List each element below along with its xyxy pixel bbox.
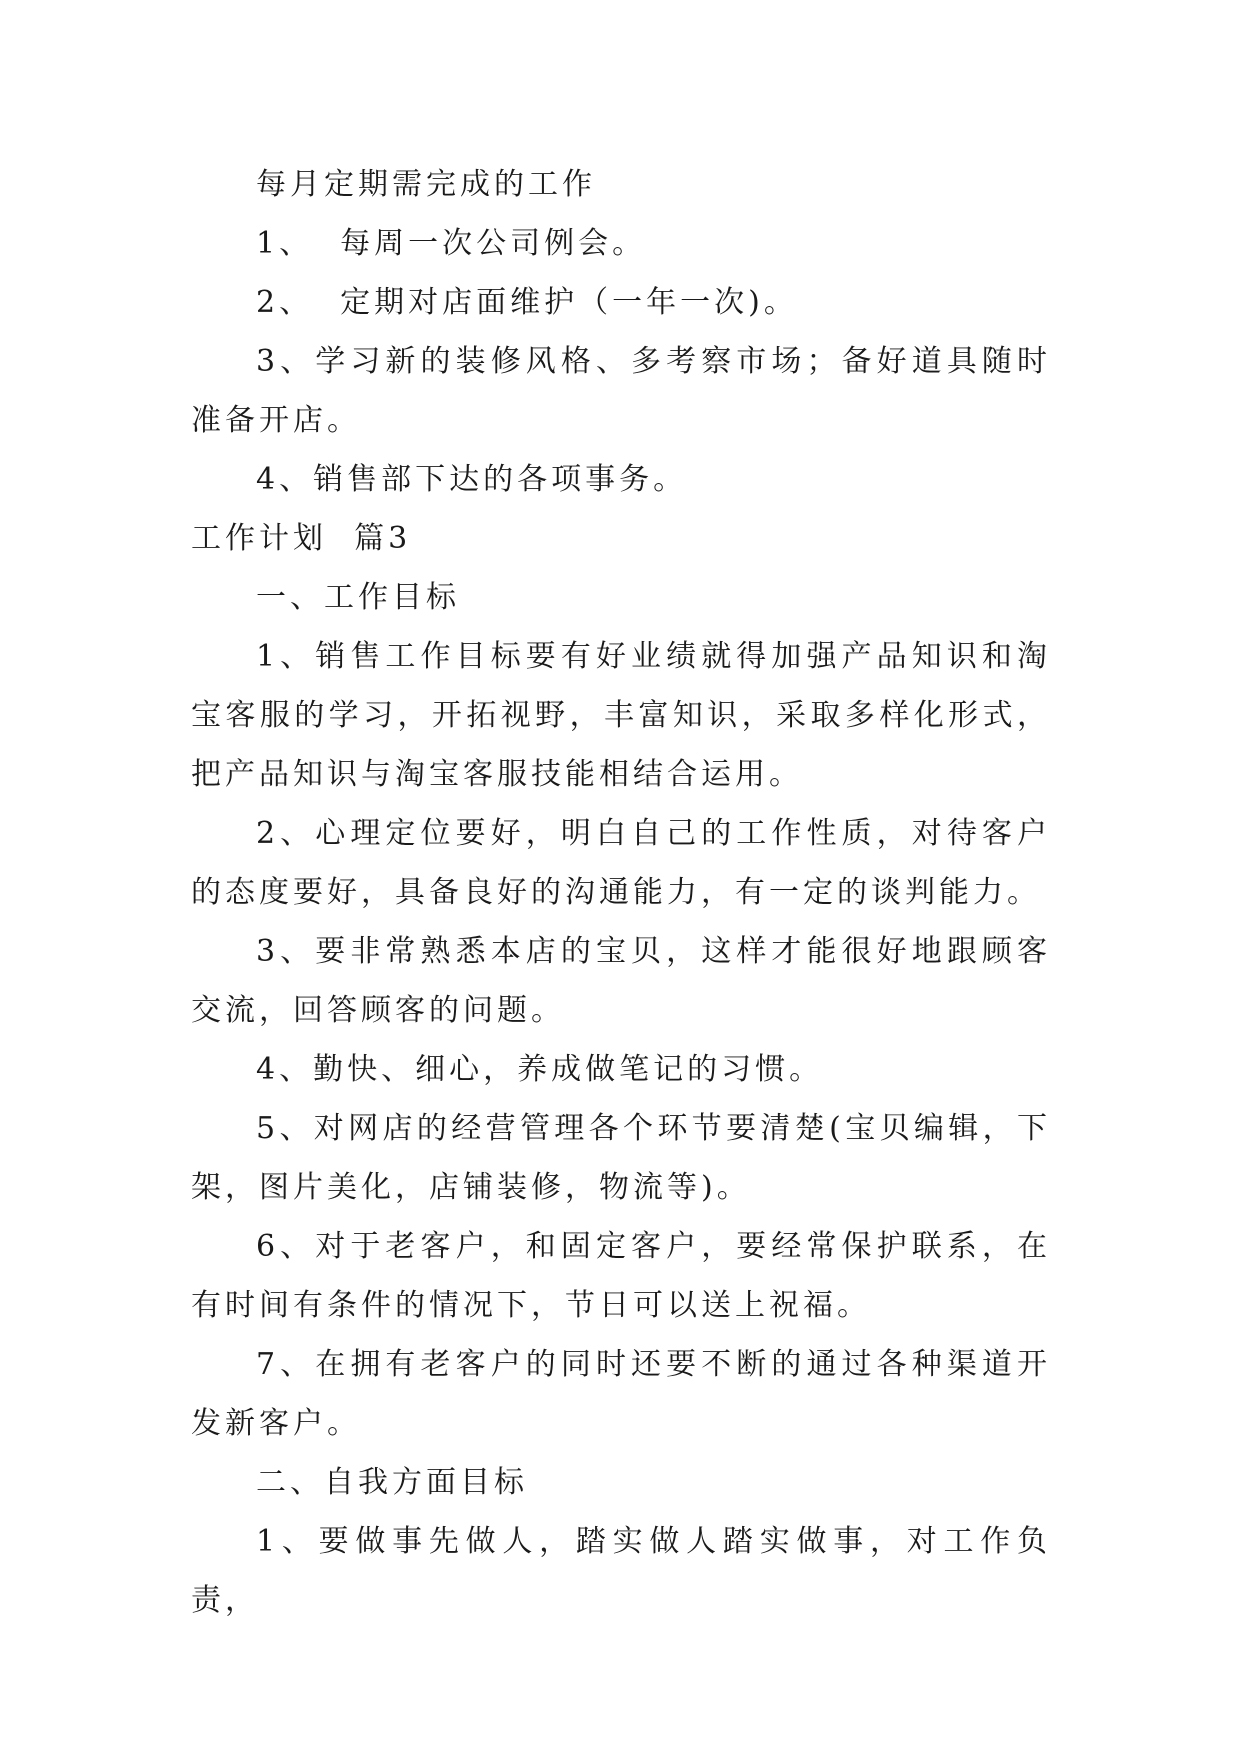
paragraph-self-goal-1: 1、要做事先做人，踏实做人踏实做事，对工作负责，: [191, 1524, 1051, 1618]
paragraph-monthly-tasks-heading: 每月定期需完成的工作: [256, 167, 596, 202]
paragraph-task-1: 1、 每周一次公司例会。: [256, 226, 647, 261]
paragraph-goal-7: 7、在拥有老客户的同时还要不断的通过各种渠道开发新客户。: [191, 1347, 1051, 1441]
heading-self-goals: 二、自我方面目标: [256, 1465, 528, 1500]
document-page: [191, 155, 1051, 1630]
paragraph-task-2: 2、 定期对店面维护（一年一次)。: [256, 285, 798, 320]
paragraph-goal-5: 5、对网店的经营管理各个环节要清楚(宝贝编辑，下架，图片美化，店铺装修，物流等)。: [191, 1111, 1051, 1205]
heading-work-goals: 一、工作目标: [256, 580, 460, 615]
paragraph-goal-3: 3、要非常熟悉本店的宝贝，这样才能很好地跟顾客交流，回答顾客的问题。: [191, 934, 1051, 1028]
paragraph-goal-4: 4、勤快、细心，养成做笔记的习惯。: [256, 1052, 824, 1087]
paragraph-task-4: 4、销售部下达的各项事务。: [256, 462, 688, 497]
paragraph-task-3: 3、学习新的装修风格、多考察市场；备好道具随时准备开店。: [191, 344, 1051, 438]
paragraph-goal-6: 6、对于老客户，和固定客户，要经常保护联系，在有时间有条件的情况下，节日可以送上祝福。: [191, 1229, 1051, 1323]
paragraph-goal-2: 2、心理定位要好，明白自己的工作性质，对待客户的态度要好，具备良好的沟通能力，有一定的谈判能力。: [191, 816, 1051, 910]
section-title-plan-3: 工作计划 篇3: [191, 521, 412, 556]
paragraph-goal-1: 1、销售工作目标要有好业绩就得加强产品知识和淘宝客服的学习，开拓视野，丰富知识，采取多样化形式，把产品知识与淘宝客服技能相结合运用。: [191, 639, 1051, 792]
